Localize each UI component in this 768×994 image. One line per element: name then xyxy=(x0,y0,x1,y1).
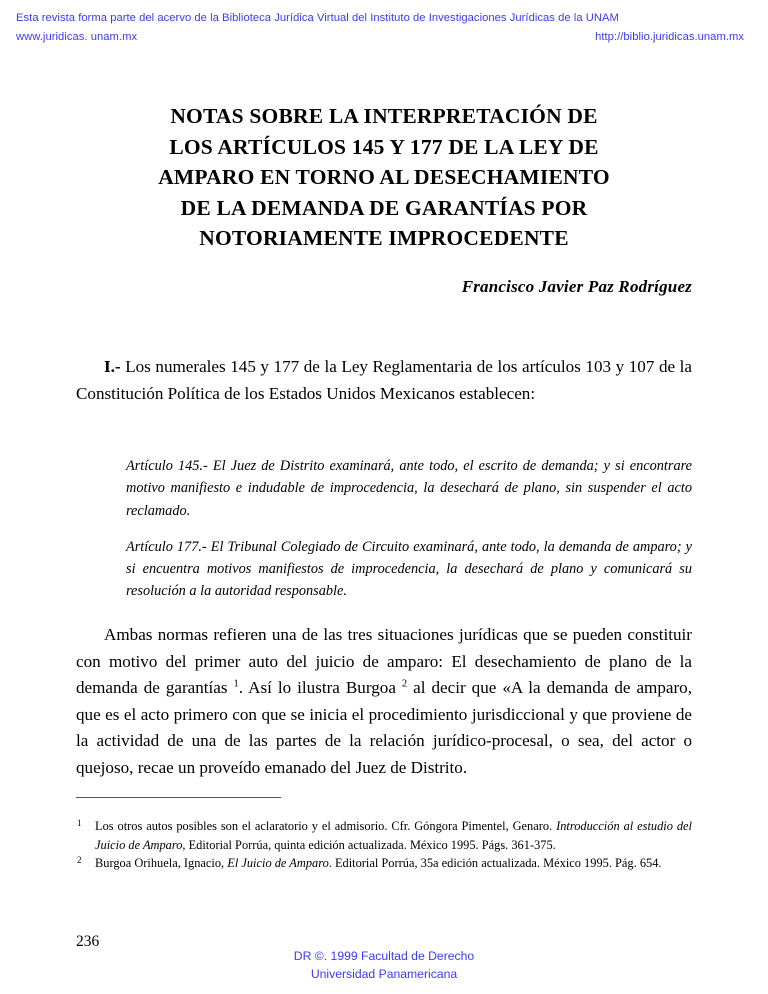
article-title-line-4: DE LA DEMANDA DE GARANTÍAS POR xyxy=(180,195,588,220)
article-title-line-3: AMPARO EN TORNO AL DESECHAMIENTO xyxy=(158,165,610,189)
footnote-item-2 xyxy=(76,854,692,873)
footnote-separator-rule xyxy=(76,797,281,798)
page-number: 236 xyxy=(76,933,100,950)
footnote-marker-1: 1 xyxy=(77,818,82,828)
intro-paragraph-text: Los numerales 145 y 177 de la Ley Reglamentaria de los artículos 103 y 107 de la Constitución Política de los Estados Unidos Mexicanos establecen: xyxy=(76,357,692,403)
footnote-1-text-part-2: , Editorial Porrúa, quinta edición actualizada. México 1995. Págs. 361-375. xyxy=(182,837,556,852)
legal-articles-quote-block xyxy=(126,455,692,603)
footnote-2-title: El Juicio de Amparo xyxy=(227,856,329,871)
main-paragraph-part-1: Ambas normas refieren una de las tres situaciones jurídicas que se pueden constituir con motivo del primer auto del juicio de amparo: El desechamiento de plano de la demanda de garantías xyxy=(76,625,692,698)
footnote-1-title: Introducción al estudio del Juicio de Amparo xyxy=(95,819,692,852)
footer-line-1: DR ©. 1999 Facultad de Derecho xyxy=(293,949,475,963)
main-paragraph-block xyxy=(76,622,692,782)
repository-header-banner xyxy=(16,9,752,47)
article-title-line-5: NOTORIAMENTE IMPROCEDENTE xyxy=(199,226,569,250)
repository-header-line1: Esta revista forma parte del acervo de la Biblioteca Jurídica Virtual del Instituto de Investigaciones Jurídicas de la UNAM xyxy=(16,12,619,24)
section-numeral: I.- xyxy=(104,357,121,376)
quote-articulo-145: Artículo 145.- El Juez de Distrito examinará, ante todo, el escrito de demanda; y si encontrare motivo manifiesto e indudable de improcedencia, la desechará de plano, sin suspender el acto reclamado. xyxy=(126,458,692,519)
footnotes-section xyxy=(76,817,692,873)
article-title-line-2: LOS ARTÍCULOS 145 Y 177 DE LA LEY DE xyxy=(169,134,599,159)
footnote-ref-1[interactable]: 1 xyxy=(233,678,239,690)
article-title xyxy=(76,101,692,254)
repository-domain-link[interactable]: www.juridicas. unam.mx xyxy=(16,31,138,43)
footnote-2-text-part-1: Burgoa Orihuela, Ignacio, xyxy=(95,856,228,871)
main-paragraph-part-3: al decir que «A la demanda de amparo, que es el acto primero con que se inicia el procedimiento jurisdiccional y que proviene de la actividad de una de las partes de la relación jurídico-procesal, o sea, del actor o quejoso, recae un proveído emanado del Juez de Distrito. xyxy=(76,678,693,777)
main-paragraph xyxy=(76,622,692,782)
main-paragraph-part-2: . Así lo ilustra Burgoa xyxy=(238,678,402,698)
quote-articulo-177: Artículo 177.- El Tribunal Colegiado de Circuito examinará, ante todo, la demanda de amparo; y si encuentra motivos manifiestos de improcedencia, la desechará de plano y comunicará su resolución a la autoridad responsable. xyxy=(126,538,692,600)
repository-header-line2 xyxy=(16,28,752,47)
footnote-1-text-part-1: Los otros autos posibles son el aclaratorio y el admisorio. Cfr. Góngora Pimentel, Genaro. xyxy=(95,819,557,833)
author-byline: Francisco Javier Paz Rodríguez xyxy=(461,277,692,296)
footnote-item-1 xyxy=(76,817,692,854)
intro-paragraph-block xyxy=(76,354,692,407)
footnote-ref-2[interactable]: 2 xyxy=(401,678,408,690)
footnote-marker-2: 2 xyxy=(77,855,82,866)
article-title-line-1: NOTAS SOBRE LA INTERPRETACIÓN DE xyxy=(170,104,598,128)
page-footer-copyright xyxy=(0,948,768,983)
footer-line-2: Universidad Panamericana xyxy=(310,966,458,981)
footnote-2-text-part-2: . Editorial Porrúa, 35a edición actualizada. México 1995. Pág. 654. xyxy=(328,856,662,871)
intro-paragraph xyxy=(76,354,692,407)
repository-biblio-link[interactable]: http://biblio.juridicas.unam.mx xyxy=(595,31,744,43)
